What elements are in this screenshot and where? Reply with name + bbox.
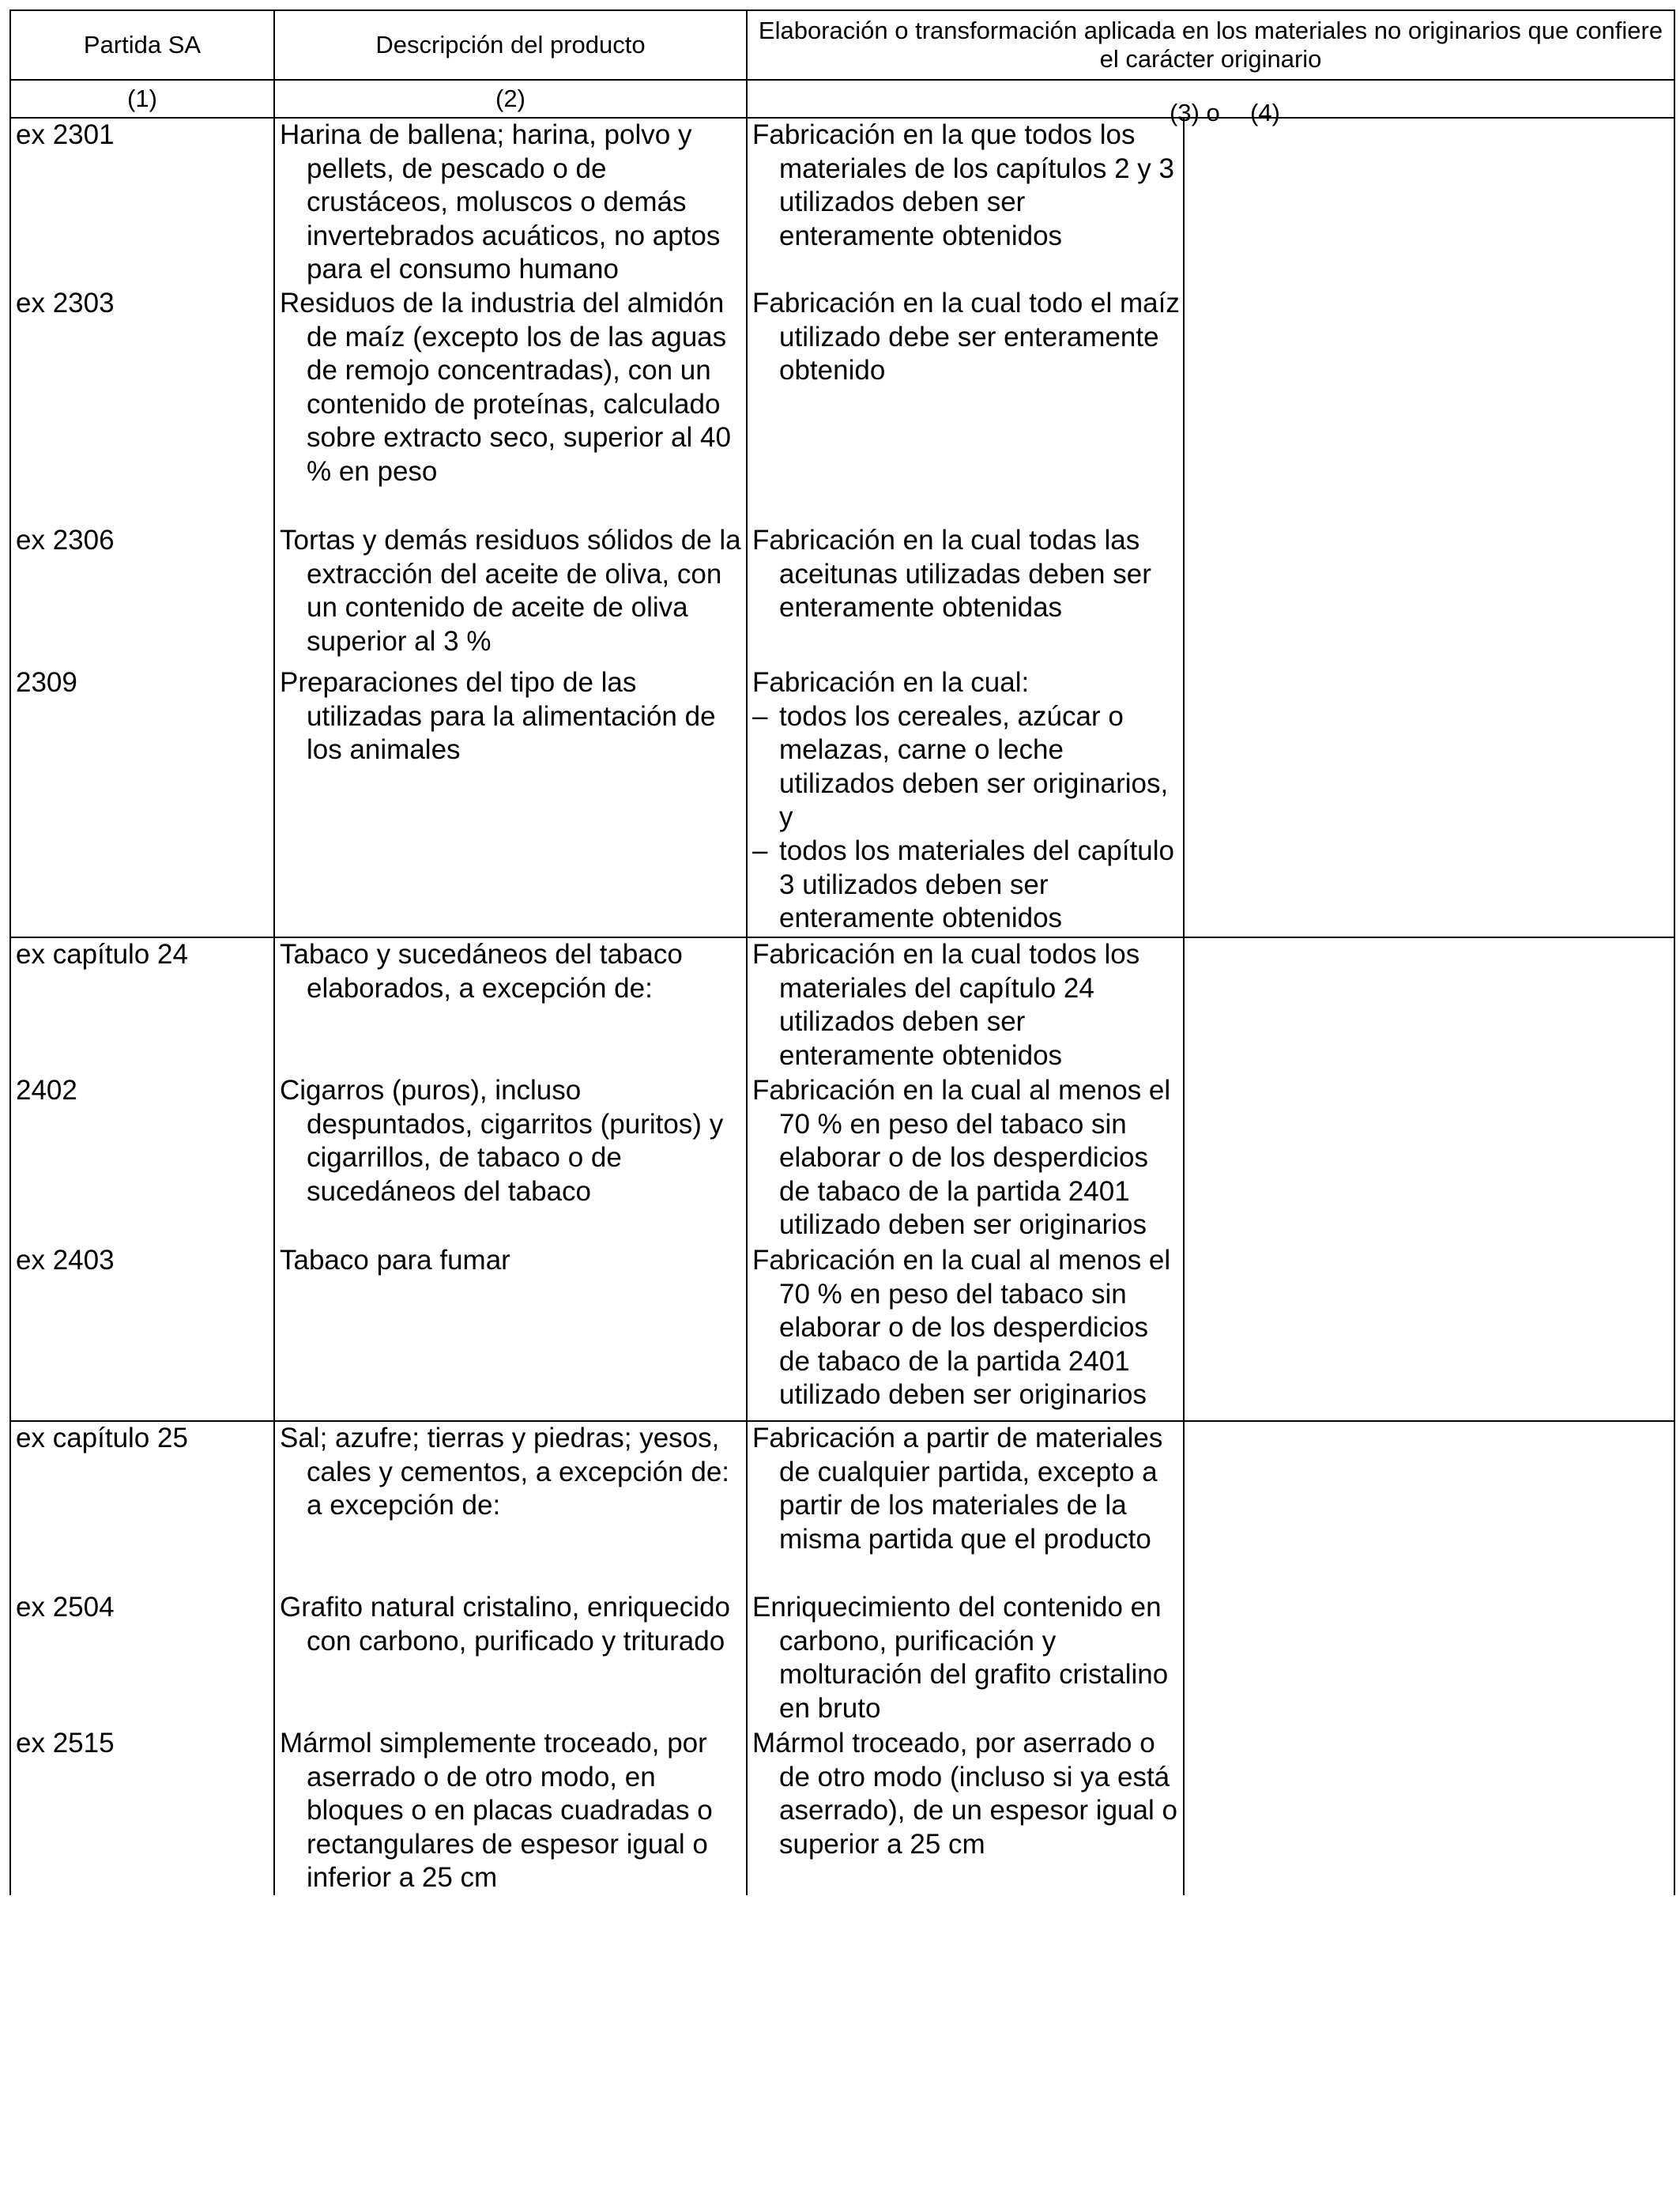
header-num-2: (2) [274, 80, 747, 118]
header-num-4: (4) [1250, 99, 1280, 126]
table-row [10, 1591, 1674, 1727]
header-partida-sa: Partida SA [10, 10, 274, 80]
rule-list-item-text: todos los materiales del capítulo 3 utilizados deben ser enteramente obtenidos [779, 835, 1174, 934]
row-description-text: Harina de ballena; harina, polvo y pellets, de pescado o de crustáceos, moluscos o demás invertebrados acuáticos, no aptos para el consumo humano [280, 119, 721, 285]
row-description [274, 524, 747, 666]
origin-rules-table [9, 9, 1675, 1895]
row-col4 [1184, 118, 1674, 287]
row-code: ex 2504 [10, 1591, 274, 1727]
row-code: ex 2515 [10, 1727, 274, 1895]
row-rule-text: Fabricación a partir de materiales de cualquier partida, excepto a partir de los materiales de la misma partida que el producto [752, 1422, 1163, 1555]
table-row [10, 1727, 1674, 1895]
row-rule [747, 287, 1184, 524]
row-code: 2309 [10, 666, 274, 937]
rule-list-item [752, 700, 1180, 835]
row-code: ex 2403 [10, 1244, 274, 1421]
row-rule [747, 524, 1184, 666]
table-row [10, 666, 1674, 937]
rule-list-item [752, 835, 1180, 936]
row-code: ex capítulo 24 [10, 937, 274, 1074]
header-descripcion: Descripción del producto [274, 10, 747, 80]
header-num-3-4 [747, 80, 1674, 126]
row-rule-text: Fabricación en la cual al menos el 70 % en peso del tabaco sin elaborar o de los desperdicios de tabaco de la partida 2401 utilizado deben ser originarios [752, 1074, 1171, 1241]
row-description [274, 1727, 747, 1895]
table-row [10, 937, 1674, 1074]
row-col4 [1184, 524, 1674, 666]
dash-bullet: – [752, 700, 768, 732]
row-col4 [1184, 1591, 1674, 1727]
header-elaboracion: Elaboración o transformación aplicada en los materiales no originarios que confiere el carácter originario [747, 10, 1674, 80]
row-description [274, 937, 747, 1074]
row-code: 2402 [10, 1074, 274, 1244]
row-description-text: Tabaco para fumar [280, 1244, 510, 1276]
row-col4 [1184, 1727, 1674, 1895]
row-rule-text: Enriquecimiento del contenido en carbono, purificación y molturación del grafito cristalino en bruto [752, 1591, 1169, 1724]
table-row [10, 524, 1674, 666]
row-description-text: Mármol simplemente troceado, por aserrado o de otro modo, en bloques o en placas cuadradas o rectangulares de espesor igual o inferior a 25 cm [280, 1727, 713, 1894]
row-rule-text: Fabricación en la cual todos los materiales del capítulo 24 utilizados deben ser enteramente obtenidos [752, 938, 1140, 1071]
row-description-text: Sal; azufre; tierras y piedras; yesos, cales y cementos, a excepción de: a excepción de: [280, 1422, 730, 1521]
table-header [10, 10, 1674, 126]
table-row [10, 1074, 1674, 1244]
row-code: ex 2303 [10, 287, 274, 524]
row-rule-text: Fabricación en la cual todas las aceitunas utilizadas deben ser enteramente obtenidas [752, 524, 1151, 624]
row-description-text: Tabaco y sucedáneos del tabaco elaborados, a excepción de: [280, 938, 683, 1004]
row-col4 [1184, 937, 1674, 1074]
row-col4 [1184, 1244, 1674, 1421]
table-row [10, 1244, 1674, 1421]
row-col4 [1184, 666, 1674, 937]
rule-list-item-text: todos los cereales, azúcar o melazas, carne o leche utilizados deben ser originarios, y [779, 700, 1169, 833]
row-description [274, 1591, 747, 1727]
row-rule [747, 1074, 1184, 1244]
row-code: ex capítulo 25 [10, 1421, 274, 1591]
row-rule [747, 1727, 1184, 1895]
row-description-text: Grafito natural cristalino, enriquecido con carbono, purificado y triturado [280, 1591, 731, 1657]
row-description-text: Preparaciones del tipo de las utilizadas para la alimentación de los animales [280, 666, 716, 766]
row-description [274, 1421, 747, 1591]
table-row [10, 118, 1674, 287]
row-col4 [1184, 287, 1674, 524]
row-rule [747, 1244, 1184, 1421]
header-num-3: (3) o [1170, 99, 1220, 126]
dash-bullet: – [752, 835, 768, 866]
row-rule [747, 666, 1184, 937]
row-rule-text: Fabricación en la que todos los materiales de los capítulos 2 y 3 utilizados deben ser enteramente obtenidos [752, 119, 1174, 251]
row-description-text: Cigarros (puros), incluso despuntados, cigarritos (puritos) y cigarrillos, de tabaco o de sucedáneos del tabaco [280, 1074, 724, 1207]
header-num-1: (1) [10, 80, 274, 118]
row-rule-text: Mármol troceado, por aserrado o de otro modo (incluso si ya está aserrado), de un espesor igual o superior a 25 cm [752, 1727, 1177, 1860]
row-rule-text: Fabricación en la cual: [752, 666, 1030, 698]
row-rule-text: Fabricación en la cual al menos el 70 % en peso del tabaco sin elaborar o de los desperdicios de tabaco de la partida 2401 utilizado deben ser originarios [752, 1244, 1171, 1411]
row-description-text: Residuos de la industria del almidón de maíz (excepto los de las aguas de remojo concentradas), con un contenido de proteínas, calculado sobre extracto seco, superior al 40 % en peso [280, 287, 731, 487]
row-code: ex 2306 [10, 524, 274, 666]
row-code: ex 2301 [10, 118, 274, 287]
row-rule-text: Fabricación en la cual todo el maíz utilizado debe ser enteramente obtenido [752, 287, 1180, 386]
row-rule [747, 118, 1184, 287]
row-description [274, 666, 747, 937]
row-description [274, 287, 747, 524]
table-row [10, 1421, 1674, 1591]
row-rule [747, 937, 1184, 1074]
table-row [10, 287, 1674, 524]
rules-of-origin-document [9, 9, 1674, 1895]
row-col4 [1184, 1421, 1674, 1591]
row-rule [747, 1591, 1184, 1727]
row-description [274, 1244, 747, 1421]
row-description-text: Tortas y demás residuos sólidos de la extracción del aceite de oliva, con un contenido de aceite de oliva superior al 3 % [280, 524, 741, 657]
row-description [274, 118, 747, 287]
row-col4 [1184, 1074, 1674, 1244]
row-rule [747, 1421, 1184, 1591]
row-description [274, 1074, 747, 1244]
